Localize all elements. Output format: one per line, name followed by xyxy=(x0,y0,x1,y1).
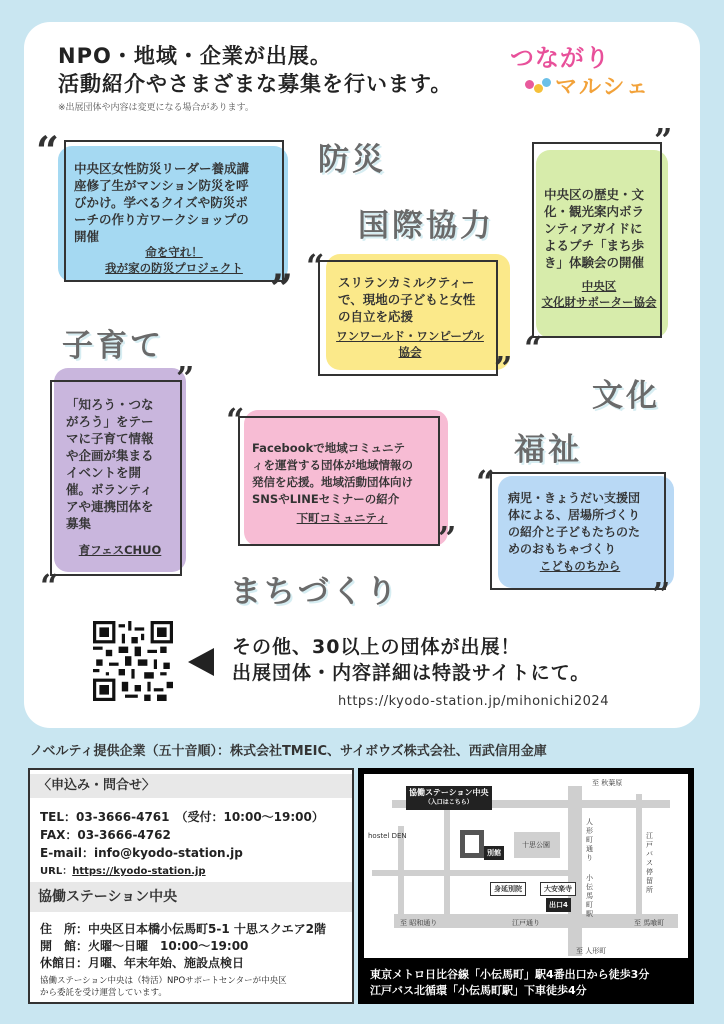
open-quote: “ xyxy=(40,567,59,605)
close-quote: ” xyxy=(176,359,195,397)
map-bakurocho: 至 馬喰町 xyxy=(634,919,665,927)
access-bus: 江戸バス北循環「小伝馬町駅」下車徒歩4分 xyxy=(370,984,587,997)
map-akihabara: 至 秋葉原 xyxy=(592,779,623,787)
org-closed-days: 休館日：月曜、年末年始、施設点検日 xyxy=(40,956,245,970)
logo-text-2: マルシェ xyxy=(555,75,651,100)
contact-url-label: URL： xyxy=(40,866,73,877)
open-quote: “ xyxy=(36,128,60,175)
map-ningyocho: 至 人形町 xyxy=(576,947,607,955)
open-quote: “ xyxy=(524,329,543,367)
category-fukushi: 福祉 xyxy=(514,432,582,468)
novelty-sponsors: ノベルティ提供企業（五十音順）：株式会社TMEIC、サイボウズ株式会社、西武信用金庫 xyxy=(30,744,547,759)
org-heading: 協働ステーション中央 xyxy=(30,882,352,912)
headline-2: 活動紹介やさまざまな募集を行います。 xyxy=(58,72,453,96)
org-footnote-2: から委託を受け運営しています。 xyxy=(40,988,167,998)
category-bousai: 防災 xyxy=(318,142,386,178)
kokusai-org: ワンワールド・ワンピープル 協会 xyxy=(336,329,484,359)
map-station-label: 協働ステーション中央 （入口はこちら） xyxy=(406,786,492,810)
map-edo-dori: 江戸通り xyxy=(512,919,540,927)
contact-heading: 〈申込み・問合せ〉 xyxy=(30,774,352,798)
kosodate-text: 「知ろう・つな がろう」をテー マに子育て情報 や企画が集まる イベントを開 催。ボランティ アや連携団体を 募集 xyxy=(66,397,154,531)
access-subway: 東京メトロ日比谷線「小伝馬町」駅4番出口から徒歩3分 xyxy=(370,968,650,981)
map-hostel: hostel DEN xyxy=(368,832,407,840)
open-quote: “ xyxy=(476,463,495,501)
contact-url-row xyxy=(40,862,206,877)
qr-code-icon[interactable] xyxy=(93,621,173,701)
contact-url-link[interactable]: https://kyodo-station.jp xyxy=(72,866,206,877)
close-quote: ” xyxy=(438,519,457,557)
special-site-url[interactable]: https://kyodo-station.jp/mihonichi2024 xyxy=(338,694,609,709)
kosodate-org: 育フェスCHUO xyxy=(78,543,162,557)
contact-fax: FAX：03-3666-4762 xyxy=(40,828,171,842)
kokusai-text: スリランカミルクティー で、現地の子どもと女性 の自立を応援 xyxy=(338,275,476,324)
bunka-text: 中央区の歴史・文 化・観光案内ボラ ンティアガイドに よるプチ「まち歩 き」体験会の開催 xyxy=(544,187,645,270)
close-quote: ” xyxy=(494,349,513,387)
map-minobu: 身延別院 xyxy=(490,882,526,896)
machi-text: Facebookで地域コミュニテ ィを運営する団体が地域情報の 発信を応援。地域活動団体向け SNSやLINEセミナーの紹介 xyxy=(252,441,413,506)
org-address: 住 所：中央区日本橋小伝馬町5-1 十思スクエア2階 xyxy=(40,922,326,936)
arrow-left-icon xyxy=(188,648,214,676)
machi-org: 下町コミュニティ xyxy=(296,511,388,525)
logo-text-1: つながり xyxy=(510,44,610,72)
fukushi-org: こどものちから xyxy=(539,559,621,573)
map-showa-dori: 至 昭和通り xyxy=(400,919,438,927)
map-edobus: 江戸バス停留所 xyxy=(646,832,653,894)
contact-email[interactable]: E-mail：info@kyodo-station.jp xyxy=(40,846,243,860)
promo-line-2: 出展団体・内容詳細は特設サイトにて。 xyxy=(232,662,591,684)
close-quote: ” xyxy=(652,575,671,613)
contact-box xyxy=(28,768,354,1004)
bunka-org: 中央区 文化財サポーター協会 xyxy=(541,279,657,309)
category-kosodate: 子育て xyxy=(62,328,164,364)
category-machizukuri: まちづくり xyxy=(230,574,400,610)
road xyxy=(444,796,450,914)
road xyxy=(636,794,642,914)
map-exit4: 出口4 xyxy=(546,898,571,912)
disclaimer-note: ※出展団体や内容は変更になる場合があります。 xyxy=(58,103,254,113)
headline-1: NPO・地域・企業が出展。 xyxy=(58,44,332,68)
access-map xyxy=(364,774,688,958)
open-quote: “ xyxy=(226,401,245,439)
map-daianrakuji: 大安楽寺 xyxy=(540,882,576,896)
bousai-org: 命を守れ！ 我が家の防災プロジェクト xyxy=(105,245,243,275)
map-building xyxy=(460,830,484,858)
category-bunka: 文化 xyxy=(592,378,660,414)
category-kokusai: 国際協力 xyxy=(358,208,494,244)
open-quote: “ xyxy=(306,247,325,285)
close-quote: ” xyxy=(654,121,673,159)
contact-tel[interactable]: TEL：03-3666-4761 （受付：10:00〜19:00） xyxy=(40,810,324,824)
map-kodenmacho: 小伝馬町駅 xyxy=(586,874,593,918)
map-jisshi-park: 十思公園 xyxy=(522,841,550,849)
org-footnote-1: 協働ステーション中央は（特活）NPOサポートセンターが中央区 xyxy=(40,976,287,986)
close-quote: ” xyxy=(270,266,294,313)
map-annex: 別館 xyxy=(484,846,504,860)
map-ningyocho-dori: 人形町通り xyxy=(586,818,593,862)
promo-line-1: その他、30以上の団体が出展！ xyxy=(232,636,521,658)
bousai-text: 中央区女性防災リーダー養成講 座修了生がマンション防災を呼 びかけ。学べるクイズや防災ポ ーチの作り方ワークショップの 開催 xyxy=(74,161,250,244)
fukushi-text: 病児・きょうだい支援団 体による、居場所づくり の紹介と子どもたちのた めのおもちゃづくり xyxy=(508,491,641,556)
access-map-box xyxy=(358,768,694,1004)
org-open-hours: 開 館：火曜〜日曜 10:00〜19:00 xyxy=(40,939,249,953)
